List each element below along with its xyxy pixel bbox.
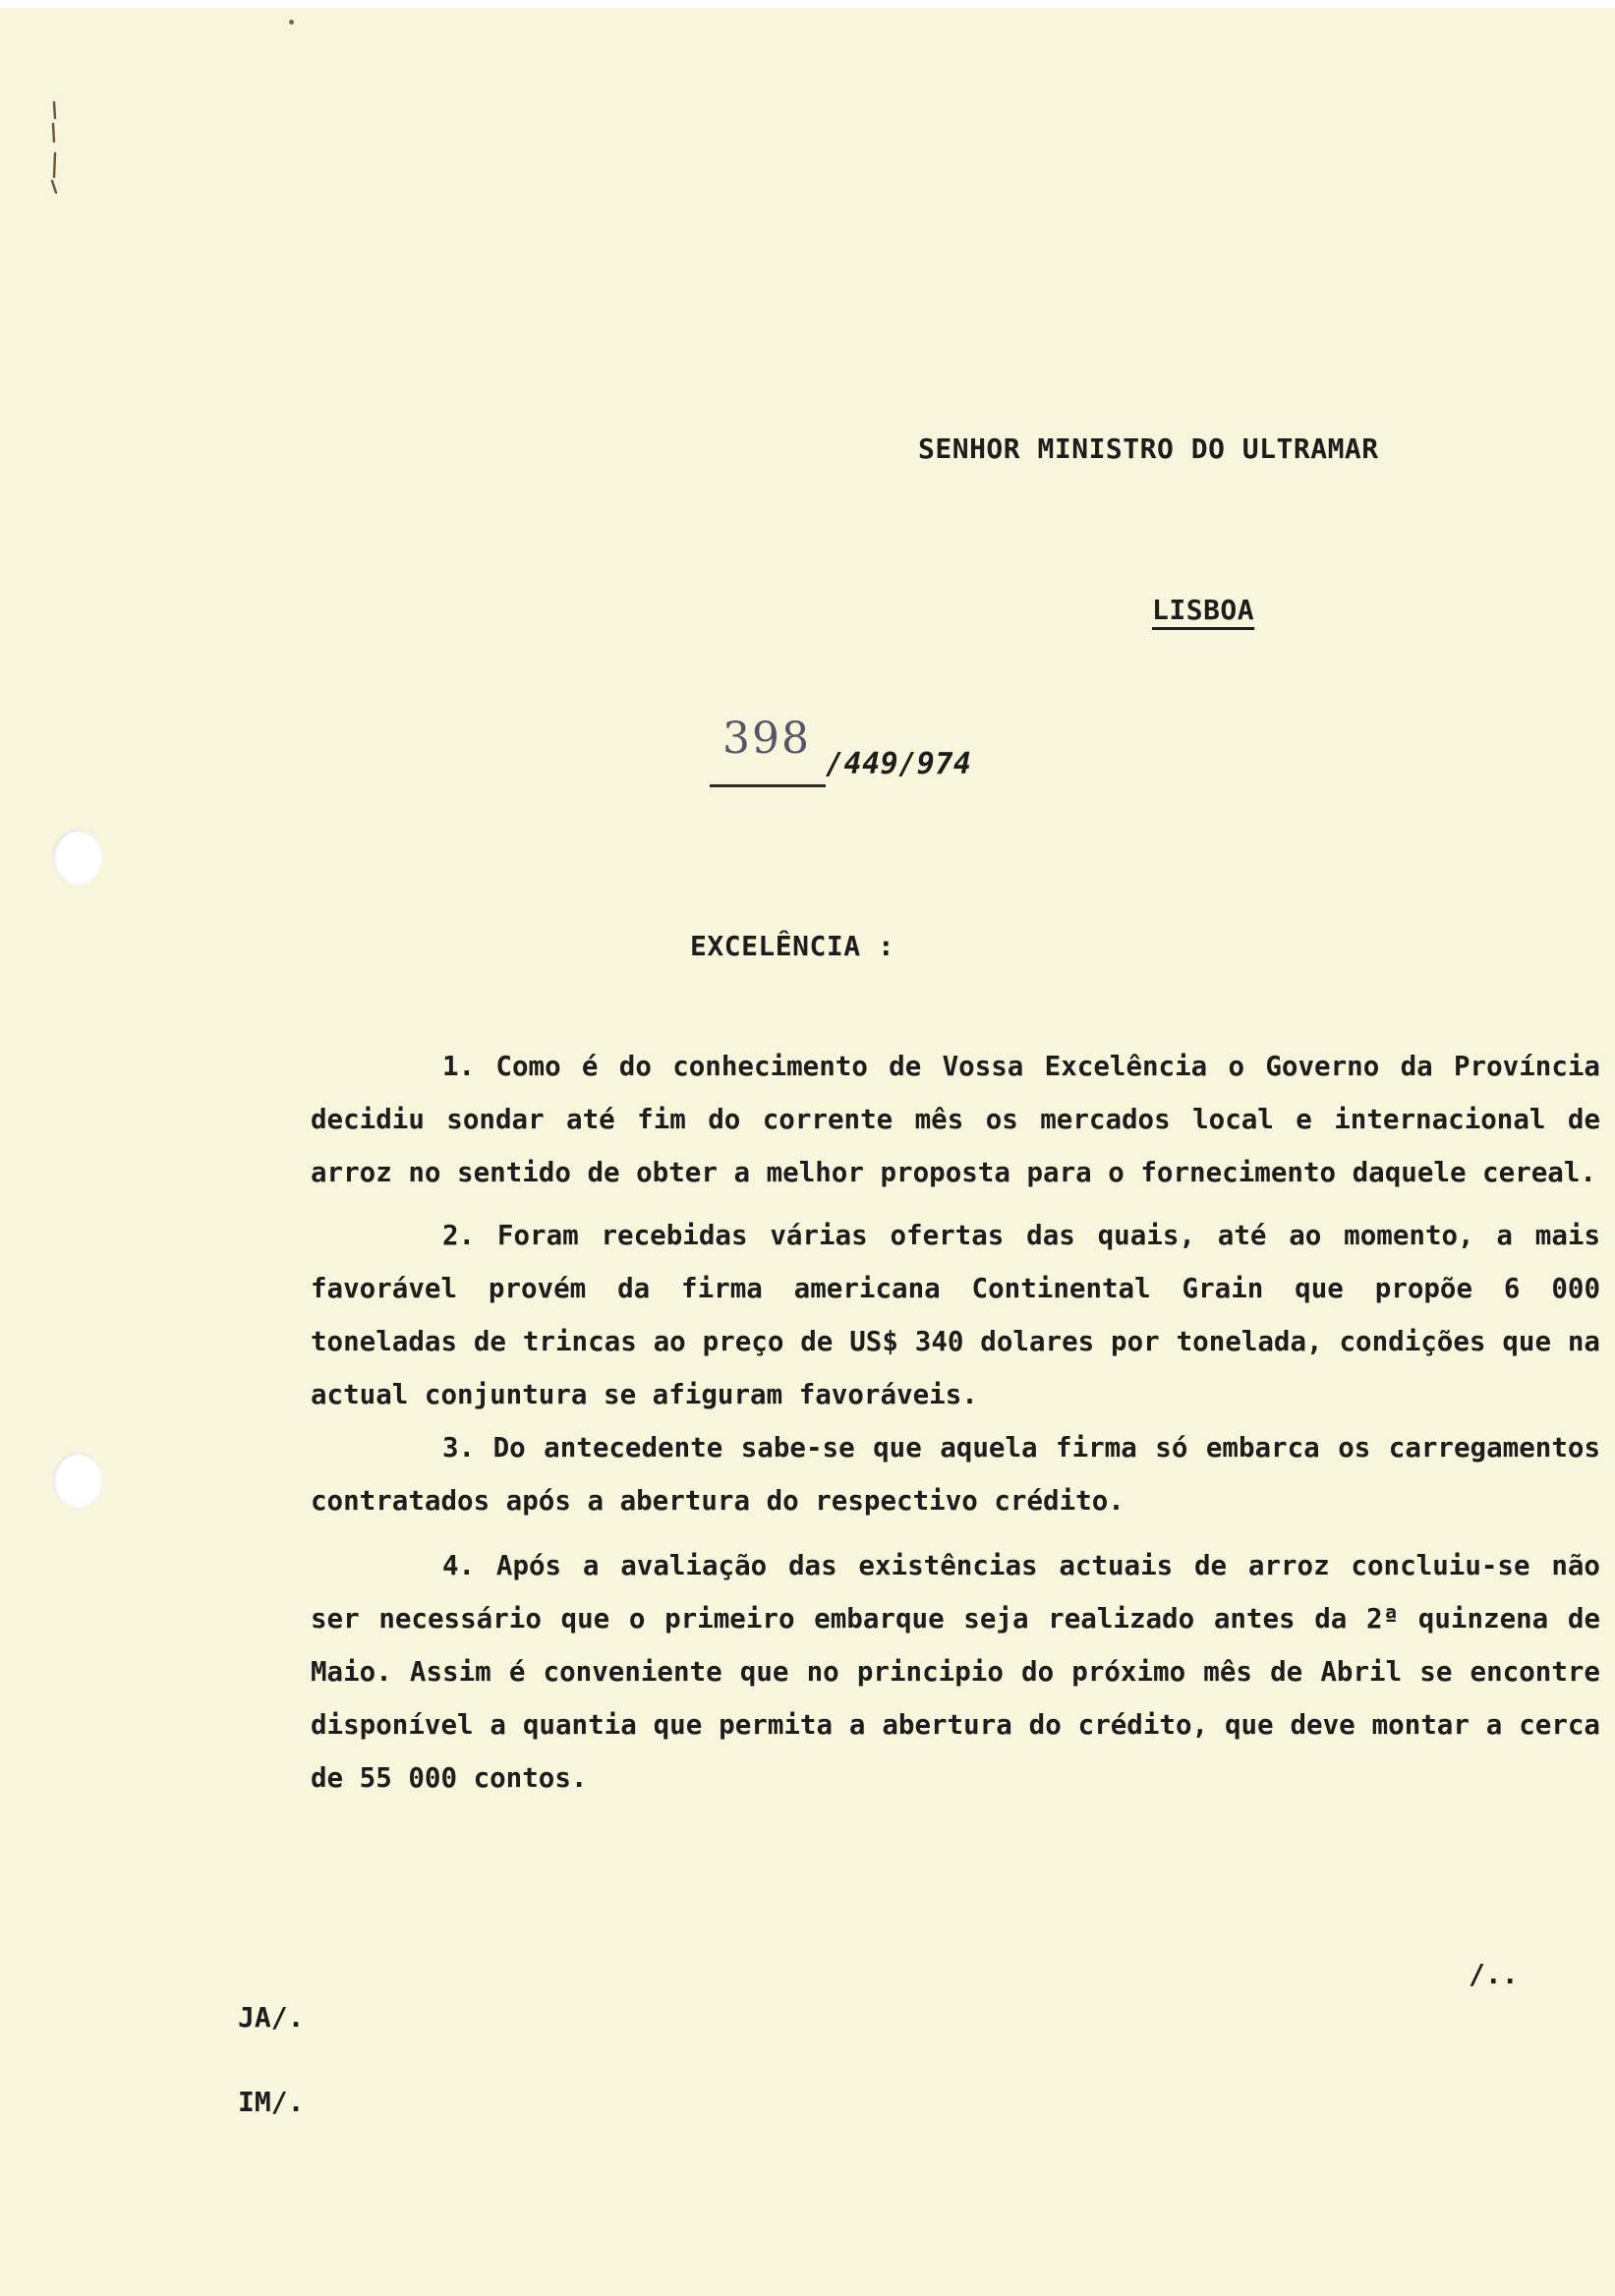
continuation-mark: /.. — [1469, 1958, 1519, 1990]
punch-hole — [53, 1453, 102, 1508]
punch-hole — [53, 830, 102, 885]
salutation: EXCELÊNCIA : — [690, 930, 895, 962]
typist-initials-2: IM/. — [238, 2086, 305, 2118]
paragraph-2: 2. Foram recebidas várias ofertas das quais, até ao momento, a mais favorável provém da firma americana Continental Grain que propõe 6 000 toneladas de trincas ao preço de US$ 340 dolares por tonelada, condições que na actual conjuntura se afiguram favoráveis. — [311, 1220, 1600, 1410]
reference-underline — [710, 784, 826, 787]
typist-initials-1: JA/. — [238, 2001, 305, 2034]
paragraph-3: 3. Do antecedente sabe-se que aquela firma só embarca os carregamentos contratados após a abertura do respectivo crédito. — [311, 1432, 1600, 1517]
handwritten-reference-number: 398 — [722, 714, 811, 764]
city-line: LISBOA — [1152, 594, 1255, 626]
addressee-line: SENHOR MINISTRO DO ULTRAMAR — [918, 432, 1379, 465]
ink-speck — [289, 20, 294, 25]
reference-suffix: /449/974 — [826, 747, 972, 781]
paragraph-4: 4. Após a avaliação das existências actuais de arroz concluiu-se não ser necessário que o primeiro embarque seja realizado antes da 2ª quinzena de Maio. Assim é conveniente que no principio do próximo mês de Abril se encontre disponível a quantia que permita a abertura do crédito, que deve montar a cerca de 55 000 contos. — [311, 1550, 1600, 1794]
letter-body — [311, 1040, 1600, 1805]
margin-ink-mark — [49, 98, 59, 206]
paragraph-1: 1. Como é do conhecimento de Vossa Excelência o Governo da Província decidiu sondar até fim do corrente mês os mercados local e internacional de arroz no sentido de obter a melhor proposta para o fornecimento daquele cereal. — [311, 1051, 1600, 1188]
document-page — [0, 8, 1615, 2296]
